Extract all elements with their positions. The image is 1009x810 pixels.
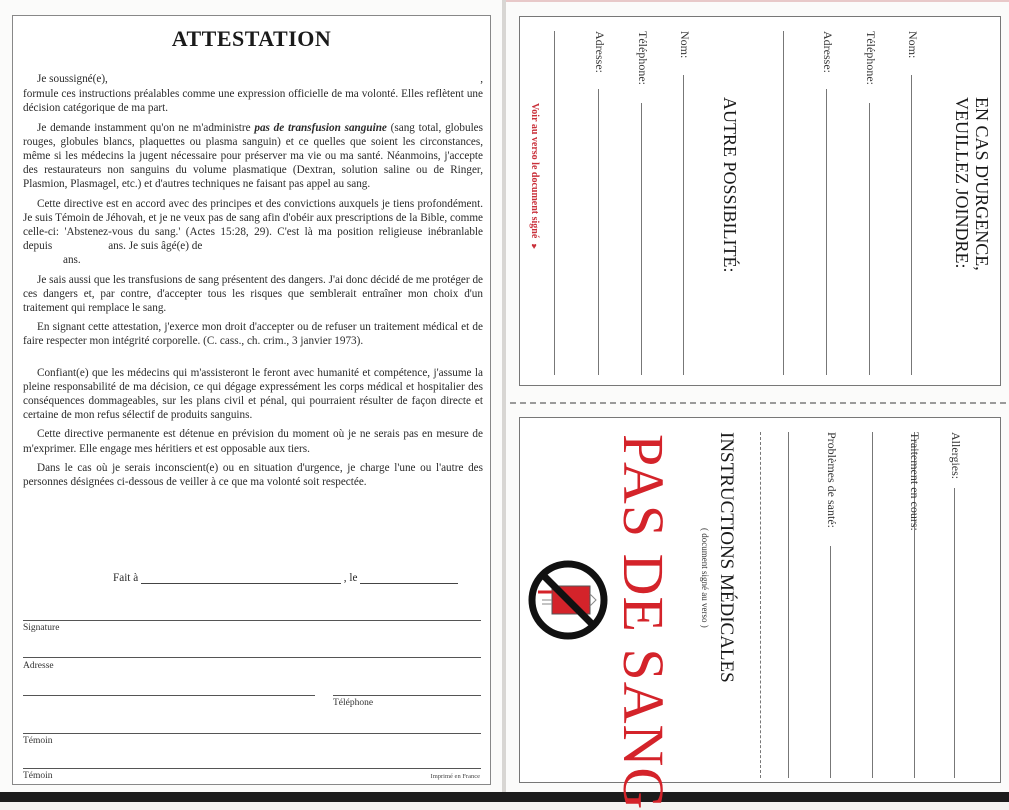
attestation-title: ATTESTATION [171,26,332,51]
contact2-address-field-2[interactable] [554,31,555,375]
allergies-field[interactable] [954,488,955,778]
attestation-panel [12,15,491,785]
contact2-name-label: Nom: [678,31,692,59]
health-problems-label: Problèmes de santé: [825,432,839,528]
witness1-field[interactable] [23,733,481,734]
paragraph-demande: Je demande instamment qu'on ne m'administre pas de transfusion sanguine (sang total, globules rouges, globules blancs, plaquettes ou plasma sanguin) et ce quelles que soient les circonstances, même si les médecins la jugent nécessaire pour préserver ma vie ou ma santé. Néanmoins, j'accepte des restaurateurs non sanguins du volume plasmatique (Dextran, solution saline ou de Ringer, Plasmion, Plasmagel, etc.) et d'autres techniques ne faisant pas appel au sang. [23,121,483,191]
alt-heading: AUTRE POSSIBILITÉ: [720,97,740,273]
contact1-address-field[interactable] [826,89,827,375]
paragraph-dangers: Je sais aussi que les transfusions de sang présentent des dangers. J'ai donc décidé de me protéger de ces dangers et, par contre, d'accepter tous les risques que semblerait entraîner mon choix d'un traitement qui remplace le sang. [23,273,483,315]
medical-subheading: ( document signé au verso ) [700,528,710,628]
cut-line [510,402,1006,404]
medical-instructions-card [519,417,1001,810]
health-problems-field-2[interactable] [788,432,789,778]
contact1-name-field[interactable] [911,75,912,375]
fait-a-row: Fait à , le [113,572,458,584]
fait-a-field[interactable] [141,583,341,584]
paragraph-permanente: Cette directive permanente est détenue en prévision du moment où je ne serais pas en mesure de m'exprimer. Elle engage mes héritiers et est opposable aux tiers. [23,428,483,455]
no-blood-title: PAS DE SANG [611,434,676,810]
scan-edge [0,792,1009,802]
contact2-phone-field[interactable] [641,103,642,375]
imprint-note: Imprimé en France [430,773,480,780]
medical-heading: INSTRUCTIONS MÉDICALES [716,432,737,683]
contact2-address-field[interactable] [598,89,599,375]
dashed-divider [760,432,761,778]
allergies-label: Allergies: [949,432,963,480]
contact1-phone-label: Téléphone: [864,31,878,85]
attestation-body [23,72,483,494]
treatment-field[interactable] [872,432,873,778]
heart-icon: ♥ [529,240,539,251]
contact2-name-field[interactable] [683,75,684,375]
signature-field[interactable] [23,620,481,621]
address-label: Adresse [23,661,54,671]
witness2-field[interactable] [23,768,481,769]
address-field[interactable] [23,657,481,658]
address-field-2[interactable] [23,695,315,696]
contact1-name-label: Nom: [906,31,920,59]
paragraph-confiant: Confiant(e) que les médecins qui m'assisteront le feront avec humanité et compétence, j'assume la pleine responsabilité de ma décision, ce qui dégage expressément les corps médical et hospitalier des conséquences dommageables, sur les plans civil et pénal, qui pourraient résulter de façon directe et certaine de mon refus sélectif de produits sanguins. [23,366,483,422]
health-problems-field[interactable] [830,546,831,778]
no-blood-bag-icon [526,558,610,642]
contact2-address-label: Adresse: [593,31,607,73]
paragraph-urgence: Dans le cas où je serais inconscient(e) ou en situation d'urgence, je charge l'une ou l'autre des personnes désignées ci-dessous de veiller à ce que ma volonté soit respectée. [23,461,483,489]
witness2-label: Témoin [23,771,53,781]
paragraph-directive: Cette directive est en accord avec des principes et des convictions auxquels je tiens profondément. Je suis Témoin de Jéhovah, et je ne veux pas de sang afin d'obéir aux prescriptions de la Bible, comme celle-ci: 'Abstenez-vous du sang.' (Actes 15:28, 29). C'est là ma position religieuse inébranlable depuis ans. Je suis âgé(e) de ans. [23,197,483,267]
signature-label: Signature [23,623,60,633]
contact1-address-field-2[interactable] [783,31,784,375]
witness1-label: Témoin [23,736,53,746]
contact2-phone-label: Téléphone: [636,31,650,85]
paragraph-droit: En signant cette attestation, j'exerce mon droit d'accepter ou de refuser un traitement médical et de faire respecter mon intégrité corporelle. (C. cass., ch. crim., 3 janvier 1973). [23,321,483,348]
paragraph-soussigne: Je soussigné(e), , [37,73,483,85]
contact1-address-label: Adresse: [821,31,835,73]
paragraph-formule: formule ces instructions préalables comme une expression officielle de ma volonté. Elles reflètent une décision catégorique de ma part. [23,88,483,115]
telephone-field[interactable] [333,695,481,696]
emergency-heading: EN CAS D'URGENCE, VEUILLEZ JOINDRE: [952,97,992,271]
contact1-phone-field[interactable] [869,103,870,375]
verso-note: Voir au verso le document signé ♥ [529,103,540,251]
emergency-contact-card [519,16,1001,386]
treatment-label: Traitement en cours: [908,432,922,531]
date-field[interactable] [360,583,458,584]
telephone-label: Téléphone [333,698,374,708]
